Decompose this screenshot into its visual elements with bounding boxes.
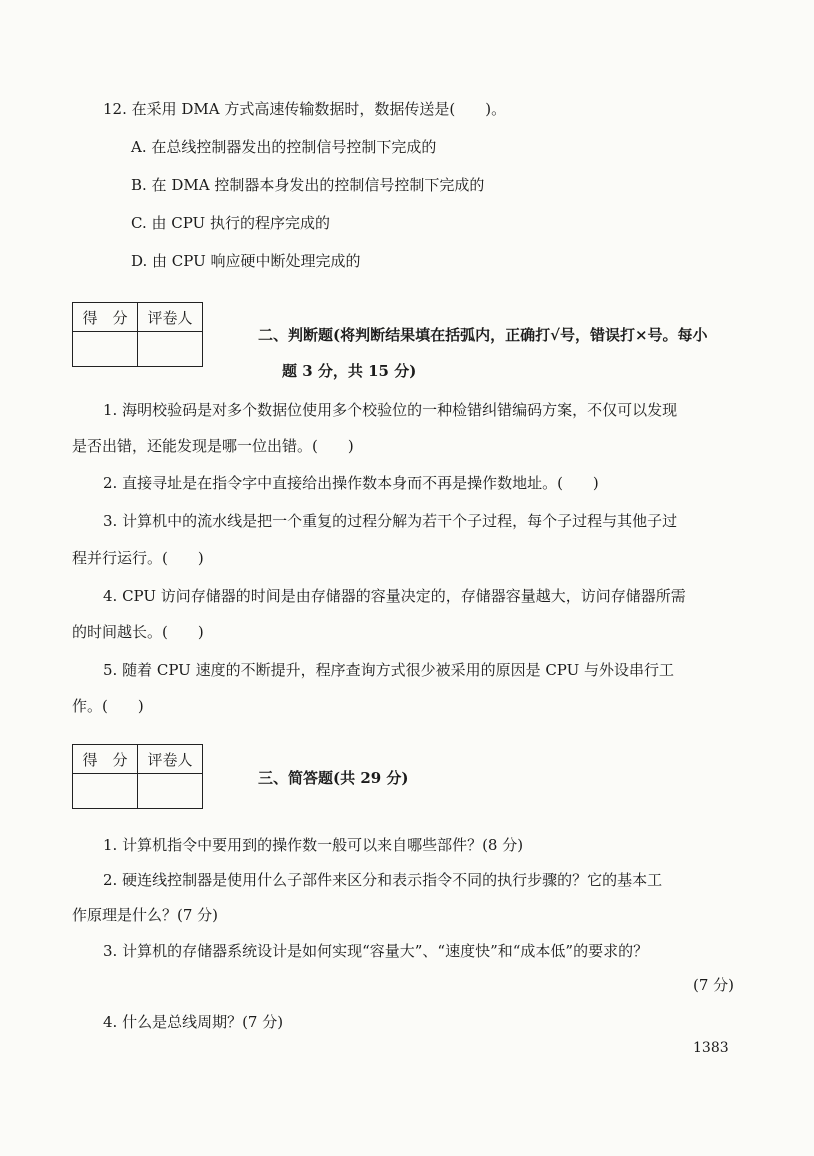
s2-item1-line2: 是否出错，还能发现是哪一位出错。( ) <box>72 437 354 455</box>
page-number: 1383 <box>693 1040 729 1056</box>
grader-label: 评卷人 <box>138 745 203 774</box>
section2-title-line2: 题 3 分，共 15 分) <box>282 362 417 380</box>
s3-item3-line2: (7 分) <box>693 976 735 994</box>
section3-title: 三、简答题(共 29 分) <box>258 769 409 787</box>
s3-item2-line1: 2. 硬连线控制器是使用什么子部件来区分和表示指令不同的执行步骤的？它的基本工 <box>103 871 663 889</box>
q12-stem: 12. 在采用 DMA 方式高速传输数据时，数据传送是( )。 <box>103 100 507 118</box>
grader-cell <box>138 332 203 367</box>
s3-item1: 1. 计算机指令中要用到的操作数一般可以来自哪些部件？(8 分) <box>103 836 524 854</box>
s2-item2: 2. 直接寻址是在指令字中直接给出操作数本身而不再是操作数地址。( ) <box>103 474 599 492</box>
s2-item3-line2: 程并行运行。( ) <box>72 549 204 567</box>
score-box-section3 <box>72 744 203 809</box>
grader-label: 评卷人 <box>138 303 203 332</box>
s2-item4-line1: 4. CPU 访问存储器的时间是由存储器的容量决定的，存储器容量越大，访问存储器所需 <box>103 587 686 605</box>
q12-option-d: D. 由 CPU 响应硬中断处理完成的 <box>131 252 361 270</box>
section2-title-line1: 二、判断题(将判断结果填在括弧内，正确打√号，错误打×号。每小 <box>258 326 708 344</box>
s3-item2-line2: 作原理是什么？(7 分) <box>72 906 219 924</box>
q12-option-c: C. 由 CPU 执行的程序完成的 <box>131 214 330 232</box>
q12-option-b: B. 在 DMA 控制器本身发出的控制信号控制下完成的 <box>131 176 485 194</box>
q12-option-a: A. 在总线控制器发出的控制信号控制下完成的 <box>131 138 437 156</box>
score-cell <box>73 332 138 367</box>
score-box-section2 <box>72 302 203 367</box>
s2-item5-line2: 作。( ) <box>72 697 144 715</box>
score-label: 得 分 <box>73 745 138 774</box>
s2-item4-line2: 的时间越长。( ) <box>72 623 204 641</box>
score-cell <box>73 774 138 809</box>
score-label: 得 分 <box>73 303 138 332</box>
grader-cell <box>138 774 203 809</box>
s3-item4: 4. 什么是总线周期？(7 分) <box>103 1013 284 1031</box>
s2-item1-line1: 1. 海明校验码是对多个数据位使用多个校验位的一种检错纠错编码方案，不仅可以发现 <box>103 401 678 419</box>
s2-item5-line1: 5. 随着 CPU 速度的不断提升，程序查询方式很少被采用的原因是 CPU 与外设串行工 <box>103 661 675 679</box>
s2-item3-line1: 3. 计算机中的流水线是把一个重复的过程分解为若干个子过程，每个子过程与其他子过 <box>103 512 678 530</box>
s3-item3-line1: 3. 计算机的存储器系统设计是如何实现“容量大”、“速度快”和“成本低”的要求的？ <box>103 942 649 960</box>
